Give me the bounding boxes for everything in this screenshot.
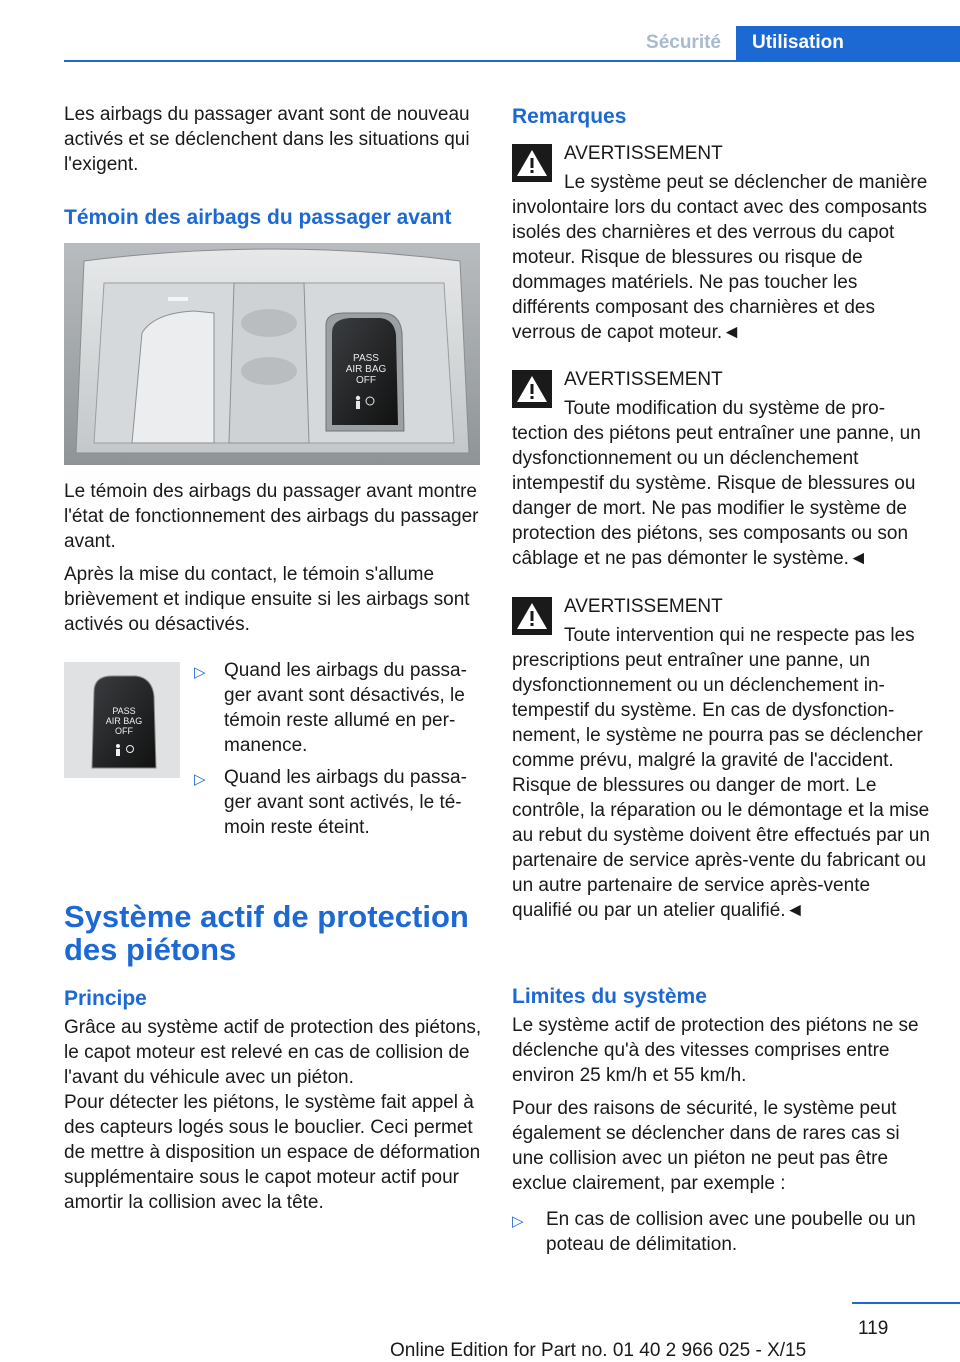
photo-label-line2: AIR BAG — [345, 364, 387, 375]
icon-label-line2: AIR BAG — [105, 716, 143, 726]
header-tab-securite: Sécurité — [646, 32, 721, 53]
list-item: ▷ Quand les airbags du passager avant sont désactivés, le témoin reste allumé en permanence. — [194, 660, 467, 756]
warning-label: AVERTISSEMENT — [564, 369, 723, 390]
edition-footer: Online Edition for Part no. 01 40 2 966 025 - X/15 — [390, 1340, 807, 1361]
warning-label: AVERTISSEMENT — [564, 596, 723, 617]
temoin-bullet-list — [194, 658, 484, 840]
airbag-console-photo — [64, 243, 480, 465]
photo-label-line3: OFF — [356, 375, 376, 386]
triangle-bullet-icon: ▷ — [194, 771, 206, 788]
icon-label-line3: OFF — [115, 726, 133, 736]
photo-label-line1: PASS — [353, 353, 379, 364]
left-intro — [64, 102, 484, 177]
limits-paragraph-2: Pour des raisons de sécurité, le système peut également se déclencher dans de rares cas si une collision avec un piéton ne peut pas être exclue clairement, par exemple : — [512, 1098, 900, 1194]
warning-block-1 — [512, 141, 932, 345]
triangle-bullet-icon: ▷ — [194, 664, 206, 681]
icon-label-line1: PASS — [112, 706, 136, 716]
list-item: ▷ Quand les airbags du passager avant sont activés, le témoin reste éteint. — [194, 767, 467, 838]
principle-section — [64, 986, 484, 1215]
section-title-temoin: Témoin des airbags du passager avant — [64, 206, 452, 229]
temoin-paragraph-2: Après la mise du contact, le témoin s'allume brièvement et indique ensuite si les airbags sont activés ou désactivés. — [64, 564, 470, 635]
footer-rule — [852, 1302, 960, 1304]
limits-bullet-list — [512, 1207, 922, 1257]
limits-section — [512, 984, 932, 1196]
limits-title: Limites du système — [512, 985, 707, 1008]
header-rule — [64, 60, 960, 62]
airbag-off-indicator-image — [64, 662, 180, 778]
principle-paragraph-2: Pour détecter les piétons, le système fait appel à des capteurs logés sous le bouclier. Ceci permet de mettre à disposition un espace de déformation supplémentaire sous le capot moteur actif pour amortir la collision avec la tête. — [64, 1092, 481, 1213]
chapter-title: Système actif de protection des piétons — [64, 899, 469, 967]
warning-label: AVERTISSEMENT — [564, 143, 723, 164]
intro-paragraph: Les airbags du passager avant sont de nouveau activés et se déclenchent dans les situations qui l'exigent. — [64, 104, 470, 175]
principle-paragraph-1: Grâce au système actif de protection des piétons, le capot moteur est relevé en cas de collision de l'avant du véhicule avec un piéton. — [64, 1017, 482, 1088]
list-item: ▷ En cas de collision avec une poubelle ou un poteau de délimitation. — [512, 1209, 916, 1255]
left-paragraphs — [64, 479, 484, 637]
warning-block-2 — [512, 367, 932, 571]
triangle-bullet-icon: ▷ — [512, 1213, 524, 1230]
remarks-title: Remarques — [512, 105, 627, 128]
warning-block-3 — [512, 594, 934, 923]
warning-text: Toute intervention qui ne respecte pas les prescriptions peut entraîner une panne, un dysfonctionnement ou un déclenchement intempestif du système. En cas de dysfonctionnement, le système ne pourra pas se déclencher comme prévu, malgré la gravité de l'accident. Risque de blessures ou danger de mort. Le contrôle, la réparation ou le démontage et la mise au rebut du système doivent être effectués par un partenaire de service après-vente du fabricant ou un autre partenaire de service après-vente qualifié ou par un atelier qualifié.◄ — [512, 625, 930, 921]
header-tab-utilisation: Utilisation — [736, 26, 960, 62]
principle-title: Principe — [64, 987, 147, 1010]
limits-paragraph-1: Le système actif de protection des piétons ne se déclenche qu'à des vitesses comprises entre environ 25 km/h et 55 km/h. — [512, 1015, 919, 1086]
page-number: 119 — [858, 1318, 889, 1339]
warning-text: Le système peut se déclencher de manière involontaire lors du contact avec des composants isolés des charnières et des verrous du capot moteur. Risque de blessures ou risque de dommages matériels. Ne pas toucher les différents composant des charnières et des verrous de capot moteur.◄ — [512, 172, 928, 343]
temoin-paragraph-1: Le témoin des airbags du passager avant montre l'état de fonctionnement des airbags du passager avant. — [64, 481, 479, 552]
warning-text: Toute modification du système de protection des piétons peut entraîner une panne, un dysfonctionnement ou un déclenchement intempestif du système. Risque de blessures ou danger de mort. Ne pas modifier le système de protection des piétons, ses composants ou son câblage et ne pas démonter le système.◄ — [512, 398, 921, 569]
